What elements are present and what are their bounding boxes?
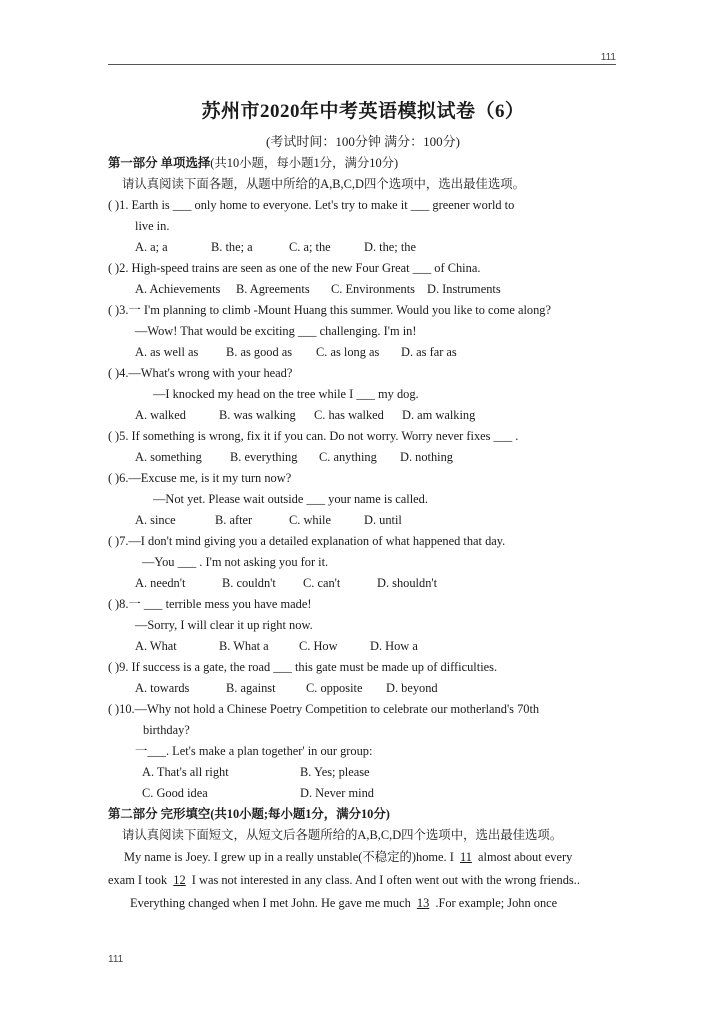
option-c: C. opposite — [306, 681, 363, 695]
passage-text: almost about every — [478, 850, 573, 864]
question-stem: )5. If something is wrong, fix it if you can. Do not worry. Worry never fixes ___ . — [115, 429, 519, 443]
option-b: B. Agreements — [236, 282, 310, 296]
option-d: D. nothing — [400, 450, 454, 464]
question-1-line — [108, 216, 618, 237]
question-stem: —Not yet. Please wait outside ___ your name is called. — [153, 492, 428, 506]
question-4-line — [108, 363, 618, 384]
part2-note: (共10小题;每小题1分，满分10分) — [210, 807, 390, 821]
option-b: B. as good as — [226, 345, 293, 359]
option-a: A. walked — [135, 408, 186, 422]
question-list — [108, 195, 618, 804]
header-rule — [108, 64, 616, 65]
exam-content — [108, 98, 618, 915]
option-a: A. since — [135, 513, 176, 527]
question-7-options — [108, 573, 618, 594]
question-2-line — [108, 258, 618, 279]
option-d: D. until — [364, 513, 402, 527]
option-c: C. has walked — [314, 408, 384, 422]
question-5-options — [108, 447, 618, 468]
option-b: B. Yes; please — [300, 765, 370, 779]
option-d: D. beyond — [386, 681, 438, 695]
option-d: D. as far as — [401, 345, 457, 359]
question-8-line — [108, 594, 618, 615]
option-b: B. after — [215, 513, 253, 527]
question-4-options — [108, 405, 618, 426]
question-8-options — [108, 636, 618, 657]
blank-11: 11 — [459, 850, 472, 864]
question-stem: —Sorry, I will clear it up right now. — [135, 618, 313, 632]
question-stem: 一___. Let's make a plan together' in our group: — [135, 744, 373, 758]
question-stem: )6.—Excuse me, is it my turn now? — [115, 471, 292, 485]
option-c: C. as long as — [316, 345, 380, 359]
question-stem: —I knocked my head on the tree while I ___ my dog. — [153, 387, 419, 401]
answer-paren: ( — [108, 303, 113, 317]
part2-heading — [108, 804, 618, 825]
answer-paren: ( — [108, 261, 113, 275]
question-6-line — [108, 468, 618, 489]
option-b: B. against — [226, 681, 276, 695]
passage-text: I was not interested in any class. And I often went out with the wrong friends.. — [188, 873, 580, 887]
question-10-line — [108, 699, 618, 720]
question-2-options — [108, 279, 618, 300]
option-d: D. the; the — [364, 240, 416, 254]
question-stem: )3.一 I'm planning to climb -Mount Huang this summer. Would you like to come along? — [115, 303, 551, 317]
option-a: A. needn't — [135, 576, 186, 590]
question-stem: —Wow! That would be exciting ___ challenging. I'm in! — [135, 324, 417, 338]
answer-paren: ( — [108, 471, 113, 485]
option-b: B. the; a — [211, 240, 253, 254]
question-10-line — [108, 720, 618, 741]
option-b: B. What a — [219, 639, 269, 653]
question-stem: )4.—What's wrong with your head? — [115, 366, 293, 380]
question-10-options — [108, 783, 618, 804]
part1-heading — [108, 153, 618, 174]
question-3-options — [108, 342, 618, 363]
answer-paren: ( — [108, 198, 113, 212]
blank-12: 12 — [173, 873, 186, 887]
option-a: A. as well as — [135, 345, 199, 359]
question-1-options — [108, 237, 618, 258]
option-a: A. What — [135, 639, 177, 653]
part1-note: (共10小题，每小题1分，满分10分) — [210, 156, 399, 170]
question-stem: )7.—I don't mind giving you a detailed explanation of what happened that day. — [115, 534, 506, 548]
header-page-number: 111 — [600, 52, 616, 63]
option-c: C. Environments — [331, 282, 415, 296]
question-10-options — [108, 762, 618, 783]
option-c: C. can't — [303, 576, 341, 590]
option-b: B. was walking — [219, 408, 296, 422]
option-b: B. couldn't — [222, 576, 276, 590]
passage-text: Everything changed when I met John. He gave me much — [130, 896, 414, 910]
part2-heading-text: 第二部分 完形填空 — [108, 807, 211, 821]
option-c: C. Good idea — [142, 786, 208, 800]
exam-subtitle: (考试时间：100分钟 满分：100分) — [266, 134, 460, 149]
question-stem: birthday? — [143, 723, 190, 737]
passage-line-2 — [108, 869, 618, 892]
question-stem: live in. — [135, 219, 170, 233]
option-c: C. anything — [319, 450, 377, 464]
blank-13: 13 — [416, 896, 430, 910]
question-4-line — [108, 384, 618, 405]
option-a: A. something — [135, 450, 202, 464]
option-a: A. towards — [135, 681, 190, 695]
option-d: D. am walking — [402, 408, 476, 422]
question-stem: )2. High-speed trains are seen as one of the new Four Great ___ of China. — [115, 261, 481, 275]
footer-page-number: 111 — [108, 954, 124, 965]
option-d: D. Instruments — [427, 282, 501, 296]
answer-paren: ( — [108, 660, 113, 674]
question-8-line — [108, 615, 618, 636]
question-stem: )1. Earth is ___ only home to everyone. Let's try to make it ___ greener world to — [115, 198, 515, 212]
passage-line-1 — [108, 846, 618, 869]
question-6-options — [108, 510, 618, 531]
answer-paren: ( — [108, 366, 113, 380]
option-b: B. everything — [230, 450, 298, 464]
exam-title: 苏州市2020年中考英语模拟试卷（6） — [201, 101, 525, 122]
question-3-line — [108, 300, 618, 321]
question-stem: )8.一 ___ terrible mess you have made! — [115, 597, 312, 611]
question-1-line — [108, 195, 618, 216]
question-6-line — [108, 489, 618, 510]
question-10-line — [108, 741, 618, 762]
option-d: D. How a — [370, 639, 418, 653]
option-a: A. a; a — [135, 240, 168, 254]
question-7-line — [108, 531, 618, 552]
option-a: A. That's all right — [142, 765, 229, 779]
part2-instruction: 请认真阅读下面短文，从短文后各题所给的A,B,C,D四个选项中，选出最佳选项。 — [122, 828, 563, 842]
question-9-options — [108, 678, 618, 699]
passage-text: My name is Joey. I grew up in a really unstable(不稳定的)home. I — [124, 850, 457, 864]
question-5-line — [108, 426, 618, 447]
option-a: A. Achievements — [135, 282, 221, 296]
passage-line-3 — [108, 892, 618, 915]
answer-paren: ( — [108, 534, 113, 548]
answer-paren: ( — [108, 429, 113, 443]
option-d: D. Never mind — [300, 786, 374, 800]
question-7-line — [108, 552, 618, 573]
option-c: C. while — [289, 513, 331, 527]
option-d: D. shouldn't — [377, 576, 438, 590]
passage-text: exam I took — [108, 873, 171, 887]
question-3-line — [108, 321, 618, 342]
option-c: C. a; the — [289, 240, 331, 254]
part1-instruction: 请认真阅读下面各题，从题中所给的A,B,C,D四个选项中，选出最佳选项。 — [122, 177, 526, 191]
question-stem: )10.—Why not hold a Chinese Poetry Competition to celebrate our motherland's 70th — [115, 702, 540, 716]
question-stem: —You ___ . I'm not asking you for it. — [142, 555, 329, 569]
answer-paren: ( — [108, 702, 113, 716]
answer-paren: ( — [108, 597, 113, 611]
passage-text: .For example; John once — [432, 896, 558, 910]
part1-heading-text: 第一部分 单项选择 — [108, 156, 211, 170]
question-stem: )9. If success is a gate, the road ___ this gate must be made up of difficulties. — [115, 660, 498, 674]
option-c: C. How — [299, 639, 338, 653]
question-9-line — [108, 657, 618, 678]
